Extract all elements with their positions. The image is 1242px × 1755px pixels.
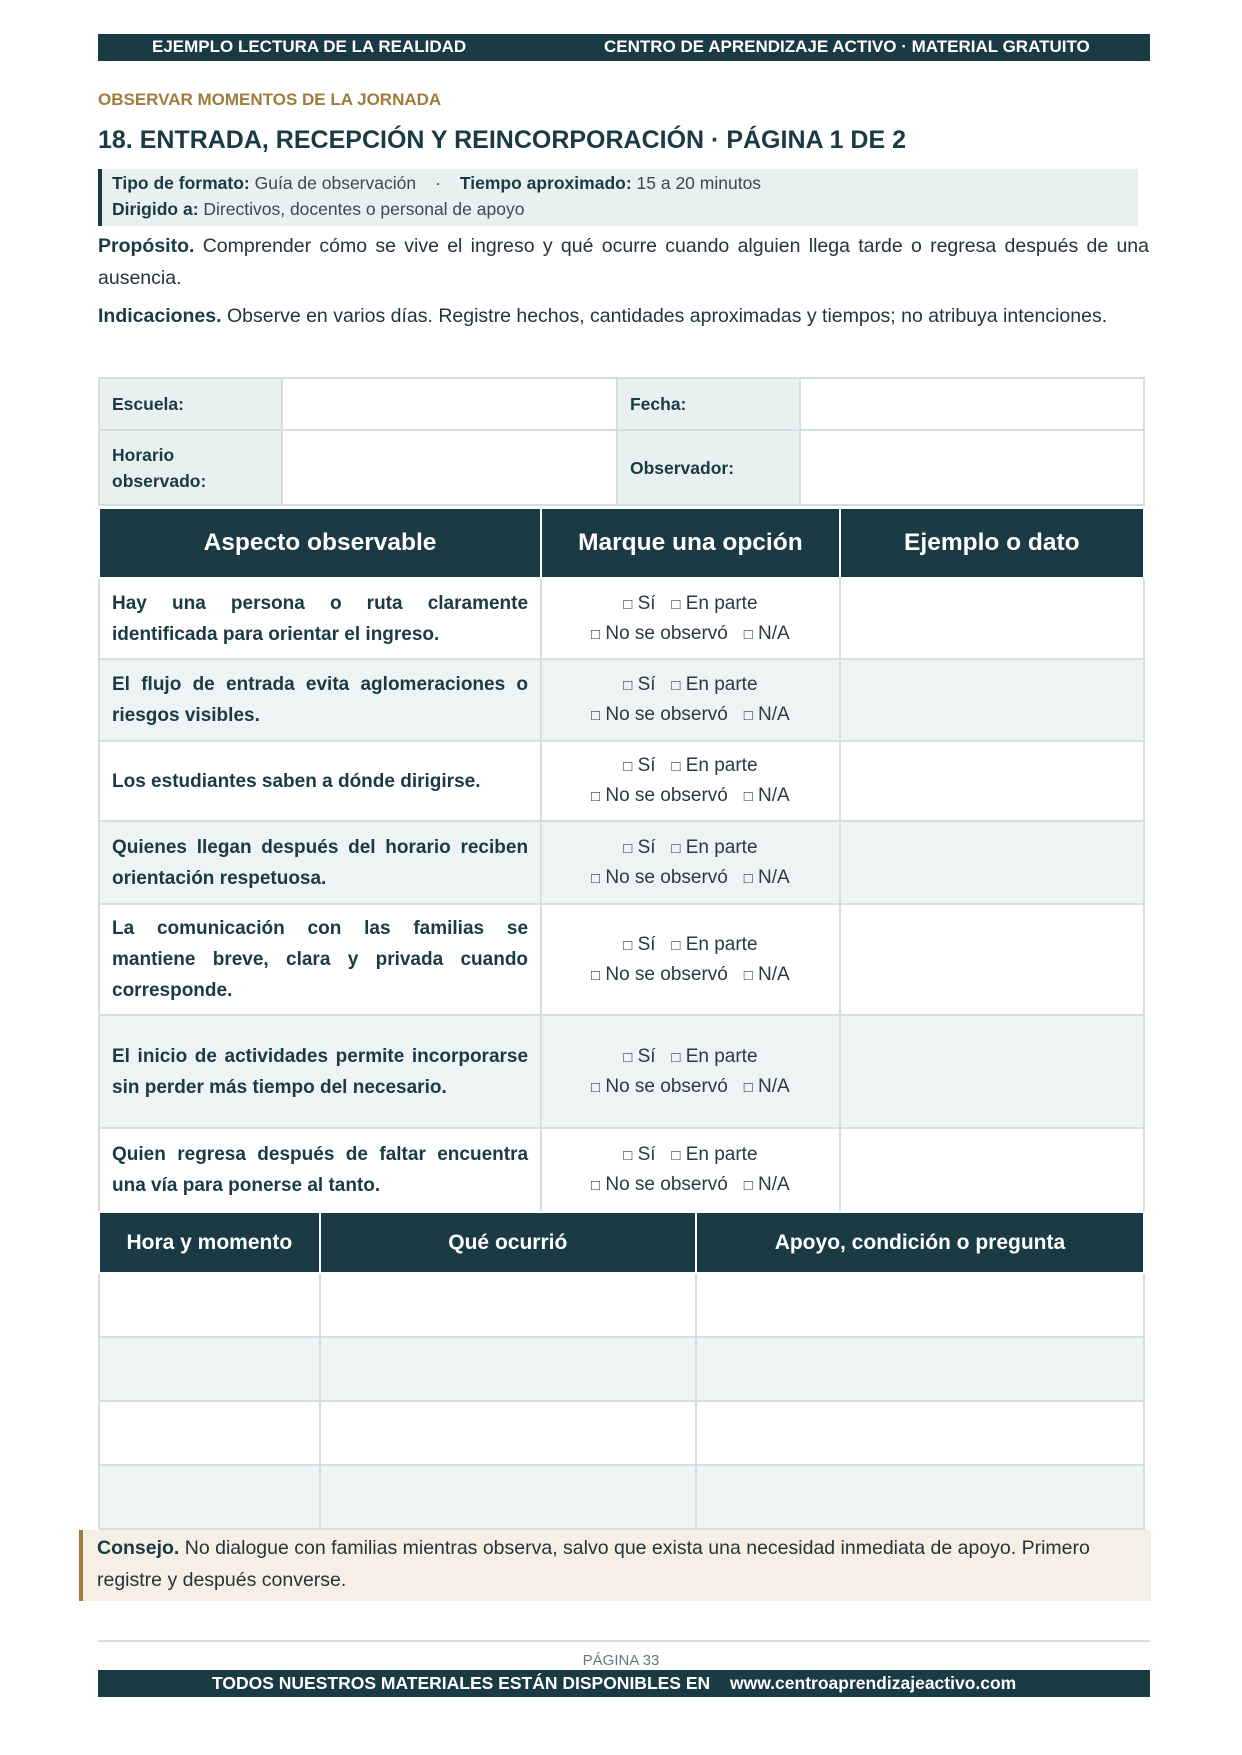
option-label-si: Sí [637, 592, 656, 614]
footer-left-text: TODOS NUESTROS MATERIALES ESTÁN DISPONIBLES EN [212, 1673, 711, 1693]
example-field[interactable] [840, 741, 1144, 821]
log-what-field[interactable] [320, 1401, 696, 1465]
option-cell [541, 659, 840, 741]
option-label-si: Sí [637, 836, 656, 858]
checkbox-na[interactable]: □ [743, 869, 753, 887]
observation-checklist-table [98, 507, 1145, 1213]
instructions-label: Indicaciones. [98, 305, 222, 327]
option-label-na: N/A [758, 785, 790, 806]
log-what-field[interactable] [320, 1337, 696, 1401]
header-right-text: CENTRO DE APRENDIZAJE ACTIVO · MATERIAL GRATUITO [604, 37, 1090, 56]
option-cell [541, 1015, 840, 1128]
checkbox-na[interactable]: □ [743, 788, 753, 805]
option-label-en-parte: En parte [685, 674, 758, 695]
audience-label: Dirigido a: [112, 199, 199, 219]
observer-label: Observador: [617, 430, 800, 505]
checkbox-si[interactable]: □ [623, 758, 633, 775]
observer-field[interactable] [800, 430, 1144, 505]
checkbox-no-observo[interactable]: □ [591, 1078, 601, 1096]
option-label-en-parte: En parte [685, 755, 758, 776]
option-label-en-parte: En parte [685, 836, 758, 858]
checkbox-en-parte[interactable]: □ [671, 1147, 681, 1164]
example-field[interactable] [840, 904, 1144, 1015]
checkbox-si[interactable]: □ [623, 1048, 633, 1066]
footer-bar [98, 1670, 1150, 1697]
example-field[interactable] [840, 821, 1144, 904]
aspect-cell: Hay una persona o ruta claramente identificada para orientar el ingreso. [99, 578, 541, 659]
page-title: 18. ENTRADA, RECEPCIÓN Y REINCORPORACIÓN · PÁGINA 1 DE 2 [98, 126, 907, 154]
log-time-field[interactable] [99, 1465, 320, 1529]
audience-value: Directivos, docentes o personal de apoyo [203, 199, 525, 219]
checkbox-en-parte[interactable]: □ [671, 758, 681, 775]
checkbox-en-parte[interactable]: □ [671, 839, 681, 857]
checkbox-na[interactable]: □ [743, 707, 753, 724]
log-header-time: Hora y momento [99, 1212, 320, 1273]
option-label-si: Sí [637, 933, 656, 955]
checkbox-en-parte[interactable]: □ [671, 595, 681, 613]
schedule-field[interactable] [282, 430, 617, 505]
log-support-field[interactable] [696, 1337, 1144, 1401]
header-bar [98, 34, 1150, 61]
column-header-option: Marque una opción [541, 508, 840, 578]
identification-table [98, 377, 1145, 506]
example-field[interactable] [840, 1128, 1144, 1212]
footer-divider [98, 1640, 1150, 1642]
date-label: Fecha: [617, 378, 800, 430]
log-what-field[interactable] [320, 1465, 696, 1529]
tip-box [79, 1530, 1151, 1601]
checkbox-no-observo[interactable]: □ [591, 788, 601, 805]
option-label-si: Sí [637, 755, 656, 776]
format-label: Tipo de formato: [112, 173, 250, 193]
option-label-en-parte: En parte [685, 933, 758, 955]
log-what-field[interactable] [320, 1273, 696, 1337]
log-header-support: Apoyo, condición o pregunta [696, 1212, 1144, 1273]
log-support-field[interactable] [696, 1401, 1144, 1465]
checkbox-no-observo[interactable]: □ [591, 1177, 601, 1194]
option-label-na: N/A [758, 963, 790, 985]
checkbox-no-observo[interactable]: □ [591, 966, 601, 984]
time-label: Tiempo aproximado: [459, 173, 632, 193]
purpose-label: Propósito. [98, 235, 195, 257]
footer-website-link[interactable]: www.centroaprendizajeactivo.com [730, 1673, 1017, 1693]
option-label-no-observo: No se observó [605, 963, 728, 985]
log-time-field[interactable] [99, 1273, 320, 1337]
page-number: PÁGINA 33 [582, 1652, 660, 1669]
school-label: Escuela: [99, 378, 282, 430]
header-left-text: EJEMPLO LECTURA DE LA REALIDAD [152, 37, 467, 56]
checkbox-si[interactable]: □ [623, 936, 633, 954]
checkbox-na[interactable]: □ [743, 966, 753, 984]
section-kicker: OBSERVAR MOMENTOS DE LA JORNADA [98, 90, 442, 109]
option-label-en-parte: En parte [685, 1144, 758, 1165]
option-label-si: Sí [637, 1144, 656, 1165]
option-label-no-observo: No se observó [605, 1174, 728, 1195]
example-field[interactable] [840, 578, 1144, 659]
option-label-no-observo: No se observó [605, 622, 728, 644]
event-log-table [98, 1211, 1145, 1530]
log-header-what: Qué ocurrió [320, 1212, 696, 1273]
option-cell [541, 1128, 840, 1212]
school-field[interactable] [282, 378, 617, 430]
meta-separator: · [435, 173, 441, 193]
aspect-cell: La comunicación con las familias se mantiene breve, clara y privada cuando corresponde. [99, 904, 541, 1015]
option-label-na: N/A [758, 1174, 790, 1195]
checkbox-si[interactable]: □ [623, 839, 633, 857]
option-cell [541, 904, 840, 1015]
option-label-no-observo: No se observó [605, 1075, 728, 1097]
option-label-na: N/A [758, 1075, 790, 1097]
option-label-no-observo: No se observó [605, 866, 728, 888]
checkbox-en-parte[interactable]: □ [671, 1048, 681, 1066]
aspect-cell: El inicio de actividades permite incorporarse sin perder más tiempo del necesario. [99, 1015, 541, 1128]
schedule-label: Horario observado: [99, 430, 282, 505]
checkbox-na[interactable]: □ [743, 625, 753, 643]
option-label-no-observo: No se observó [605, 785, 728, 806]
aspect-cell: Quien regresa después de faltar encuentra una vía para ponerse al tanto. [99, 1128, 541, 1212]
option-cell [541, 821, 840, 904]
checkbox-na[interactable]: □ [743, 1177, 753, 1194]
option-label-na: N/A [758, 622, 790, 644]
aspect-cell: Quienes llegan después del horario reciben orientación respetuosa. [99, 821, 541, 904]
checkbox-no-observo[interactable]: □ [591, 707, 601, 724]
checkbox-en-parte[interactable]: □ [671, 677, 681, 694]
checkbox-si[interactable]: □ [623, 1147, 633, 1164]
option-label-si: Sí [637, 1045, 656, 1067]
log-support-field[interactable] [696, 1465, 1144, 1529]
option-label-si: Sí [637, 674, 656, 695]
format-value: Guía de observación [254, 173, 417, 193]
date-field[interactable] [800, 378, 1144, 430]
checkbox-en-parte[interactable]: □ [671, 936, 681, 954]
purpose-text: Comprender cómo se vive el ingreso y qué ocurre cuando alguien llega tarde o regresa después de una ausencia. [98, 235, 1149, 289]
tip-label: Consejo. [97, 1537, 180, 1559]
aspect-cell: El flujo de entrada evita aglomeraciones o riesgos visibles. [99, 659, 541, 741]
option-cell [541, 578, 840, 659]
tip-text: No dialogue con familias mientras observa, salvo que exista una necesidad inmediata de apoyo. Primero registre y después converse. [97, 1537, 1090, 1591]
checkbox-si[interactable]: □ [623, 595, 633, 613]
example-field[interactable] [840, 1015, 1144, 1128]
log-support-field[interactable] [696, 1273, 1144, 1337]
aspect-cell: Los estudiantes saben a dónde dirigirse. [99, 741, 541, 821]
option-label-na: N/A [758, 866, 790, 888]
purpose-paragraph [98, 230, 1149, 294]
option-label-en-parte: En parte [685, 592, 758, 614]
checkbox-no-observo[interactable]: □ [591, 625, 601, 643]
checkbox-na[interactable]: □ [743, 1078, 753, 1096]
instructions-text: Observe en varios días. Registre hechos, cantidades aproximadas y tiempos; no atribuya intenciones. [226, 305, 1108, 327]
checkbox-si[interactable]: □ [623, 677, 633, 694]
log-time-field[interactable] [99, 1401, 320, 1465]
option-label-no-observo: No se observó [605, 704, 728, 725]
log-time-field[interactable] [99, 1337, 320, 1401]
option-label-na: N/A [758, 704, 790, 725]
time-value: 15 a 20 minutos [636, 173, 762, 193]
checkbox-no-observo[interactable]: □ [591, 869, 601, 887]
column-header-aspect: Aspecto observable [99, 508, 541, 578]
column-header-example: Ejemplo o dato [840, 508, 1144, 578]
instructions-paragraph [98, 300, 1149, 332]
example-field[interactable] [840, 659, 1144, 741]
option-cell [541, 741, 840, 821]
format-info-box [98, 169, 1138, 226]
option-label-en-parte: En parte [685, 1045, 758, 1067]
